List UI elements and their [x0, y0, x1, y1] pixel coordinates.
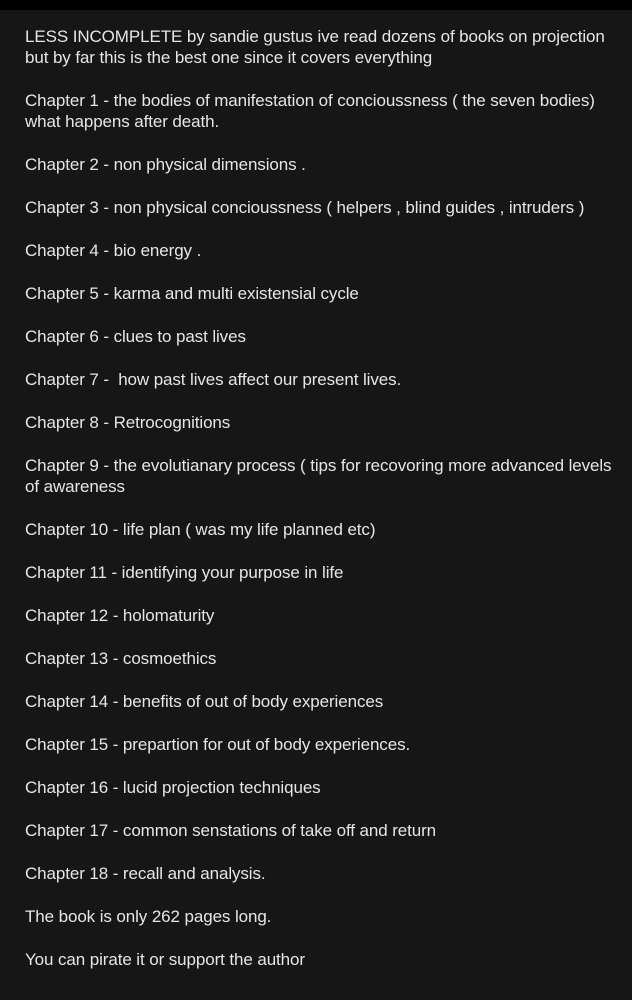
page-count-note: The book is only 262 pages long.: [25, 907, 272, 926]
chapter-1: Chapter 1 - the bodies of manifestation of concioussness ( the seven bodies) what happens after death.: [25, 91, 600, 131]
closing-note: You can pirate it or support the author: [25, 950, 305, 969]
chapter-11: Chapter 11 - identifying your purpose in life: [25, 563, 344, 582]
chapter-14: Chapter 14 - benefits of out of body experiences: [25, 692, 384, 711]
chapter-7: Chapter 7 - how past lives affect our present lives.: [25, 370, 402, 389]
chapter-8: Chapter 8 - Retrocognitions: [25, 413, 231, 432]
chapter-9: Chapter 9 - the evolutianary process ( tips for recovoring more advanced levels of awareness: [25, 456, 617, 496]
post-body: [0, 10, 632, 1000]
chapter-2: Chapter 2 - non physical dimensions .: [25, 155, 306, 174]
chapter-5: Chapter 5 - karma and multi existensial cycle: [25, 284, 359, 303]
chapter-10: Chapter 10 - life plan ( was my life planned etc): [25, 520, 376, 539]
chapter-12: Chapter 12 - holomaturity: [25, 606, 215, 625]
chapter-4: Chapter 4 - bio energy .: [25, 241, 202, 260]
chapter-16: Chapter 16 - lucid projection techniques: [25, 778, 321, 797]
post-text: [25, 26, 620, 992]
chapter-13: Chapter 13 - cosmoethics: [25, 649, 217, 668]
post-intro: LESS INCOMPLETE by sandie gustus ive read dozens of books on projection but by far this is the best one since it covers everything: [25, 27, 610, 67]
chapter-15: Chapter 15 - prepartion for out of body experiences.: [25, 735, 411, 754]
chapter-3: Chapter 3 - non physical concioussness ( helpers , blind guides , intruders ): [25, 198, 585, 217]
chapter-17: Chapter 17 - common senstations of take off and return: [25, 821, 437, 840]
chapter-6: Chapter 6 - clues to past lives: [25, 327, 246, 346]
chapter-18: Chapter 18 - recall and analysis.: [25, 864, 266, 883]
